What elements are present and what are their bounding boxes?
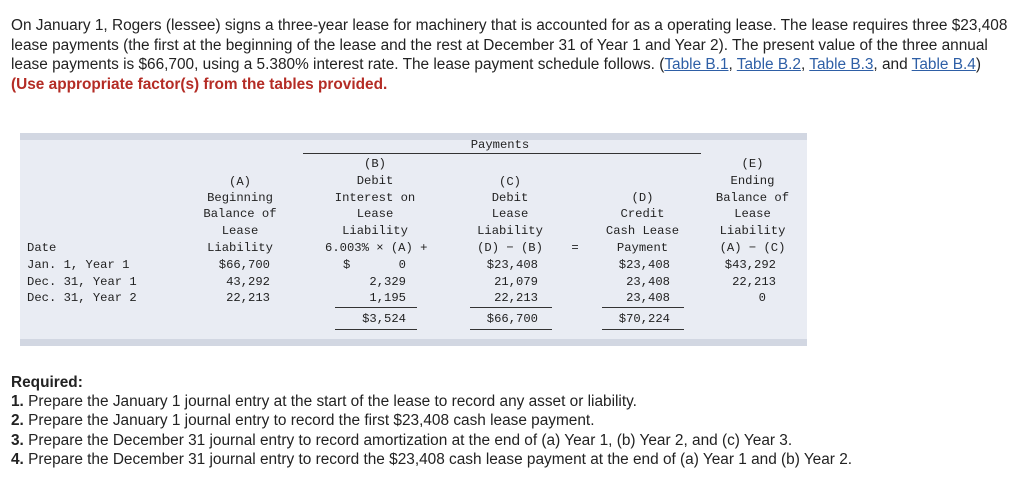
col-b-formula: 6.003% × (A) + xyxy=(325,241,428,255)
col-c-h4: Liability xyxy=(477,224,543,238)
item-number: 4. xyxy=(11,450,24,468)
row2-date: Dec. 31, Year 1 xyxy=(27,275,137,289)
required-section xyxy=(11,373,1016,469)
col-e-h3: Balance of xyxy=(715,191,790,205)
row3-e: 0 xyxy=(758,291,766,305)
total-rule-d xyxy=(602,307,684,308)
col-b-h2: Debit xyxy=(356,174,394,188)
col-e-h1: (E) xyxy=(741,157,764,171)
col-c-formula: (D) − (B) xyxy=(477,241,543,255)
row1-date: Jan. 1, Year 1 xyxy=(27,258,130,272)
problem-intro xyxy=(11,16,1016,94)
col-date-header: Date xyxy=(27,241,57,255)
col-b-h5: Liability xyxy=(342,224,408,238)
item-number: 2. xyxy=(11,412,24,430)
col-d-h2: Credit xyxy=(620,207,665,221)
col-a-h3: Balance of xyxy=(203,207,277,221)
row3-b: 1,195 xyxy=(369,291,406,305)
double-rule-d xyxy=(602,329,684,330)
col-e-formula: (A) − (C) xyxy=(719,241,786,255)
total-d: $70,224 xyxy=(618,312,670,326)
item-number: 1. xyxy=(11,393,24,411)
row3-date: Dec. 31, Year 2 xyxy=(27,291,137,305)
table-b4-link[interactable]: Table B.4 xyxy=(911,56,976,74)
row2-b: 2,329 xyxy=(369,275,406,289)
lease-schedule-table xyxy=(20,133,807,346)
col-d-h4: Payment xyxy=(616,241,669,255)
row1-d: $23,408 xyxy=(618,258,670,272)
separator: , and xyxy=(873,56,912,74)
col-a-h2: Beginning xyxy=(207,191,273,205)
required-item-1 xyxy=(11,392,1016,411)
col-e-h2: Ending xyxy=(730,174,775,188)
row2-d: 23,408 xyxy=(626,275,670,289)
item-number: 3. xyxy=(11,431,24,449)
total-b: $3,524 xyxy=(362,312,406,326)
row1-e: $43,292 xyxy=(724,258,776,272)
row1-b-sign: $ xyxy=(343,258,351,272)
double-rule-c xyxy=(470,329,552,330)
intro-text: On January 1, Rogers (lessee) signs a three-year lease for machinery that is accounted for as a operating lease. The lease requires three $23,408 lease payments (the first at the beginning of the lease and the rest at December 31 of Year 1 and Year 2). The present value of the three annual lease payments is $66,700, using a 5.380% interest rate. The lease payment schedule follows. ( xyxy=(11,17,1008,74)
row1-a: $66,700 xyxy=(218,258,270,272)
table-b1-link[interactable]: Table B.1 xyxy=(664,56,729,74)
col-d-h3: Cash Lease xyxy=(605,224,680,238)
item-text: Prepare the December 31 journal entry to record the $23,408 cash lease payment at the end of (a) Year 1 and (b) Year 2. xyxy=(23,450,853,468)
total-c: $66,700 xyxy=(486,312,538,326)
payments-rule xyxy=(303,153,701,154)
row1-c: $23,408 xyxy=(486,258,538,272)
total-rule-b xyxy=(335,307,417,308)
col-a-h4: Lease xyxy=(221,224,259,238)
row1-b: 0 xyxy=(398,258,406,272)
col-b-h1: (B) xyxy=(364,157,386,171)
col-b-h4: Lease xyxy=(356,207,394,221)
table-bottom-bar xyxy=(20,339,807,346)
table-b3-link[interactable]: Table B.3 xyxy=(809,56,874,74)
col-a-h1: (A) xyxy=(229,175,251,189)
required-item-3 xyxy=(11,431,1016,450)
item-text: Prepare the December 31 journal entry to record amortization at the end of (a) Year 1, (b) Year 2, and (c) Year 3. xyxy=(23,431,793,449)
col-c-h2: Debit xyxy=(491,191,529,205)
row2-a: 43,292 xyxy=(226,275,270,289)
separator: , xyxy=(728,56,737,74)
required-item-4 xyxy=(11,450,1016,469)
required-heading: Required: xyxy=(11,374,83,391)
col-b-h3: Interest on xyxy=(334,191,416,205)
row3-c: 22,213 xyxy=(494,291,538,305)
double-rule-b xyxy=(335,329,417,330)
separator: , xyxy=(800,56,810,74)
row2-c: 21,079 xyxy=(494,275,538,289)
col-c-h3: Lease xyxy=(491,207,529,221)
row3-d: 23,408 xyxy=(626,291,670,305)
required-item-2 xyxy=(11,411,1016,430)
col-c-h1: (C) xyxy=(499,175,521,189)
table-top-bar xyxy=(20,133,807,140)
col-a-h5: Liability xyxy=(207,241,273,255)
item-text: Prepare the January 1 journal entry at the start of the lease to record any asset or liability. xyxy=(23,393,637,411)
row2-e: 22,213 xyxy=(732,275,776,289)
equals-sign: = xyxy=(571,241,579,255)
col-e-h4: Lease xyxy=(734,207,771,221)
col-e-h5: Liability xyxy=(719,224,786,238)
table-b2-link[interactable]: Table B.2 xyxy=(736,56,801,74)
separator: ) xyxy=(975,56,981,74)
row3-a: 22,213 xyxy=(226,291,270,305)
total-rule-c xyxy=(470,307,552,308)
col-d-h1: (D) xyxy=(631,191,654,205)
payments-header: Payments xyxy=(470,138,530,152)
instruction-text: (Use appropriate factor(s) from the tables provided. xyxy=(11,75,388,93)
item-text: Prepare the January 1 journal entry to record the first $23,408 cash lease payment. xyxy=(23,412,595,430)
